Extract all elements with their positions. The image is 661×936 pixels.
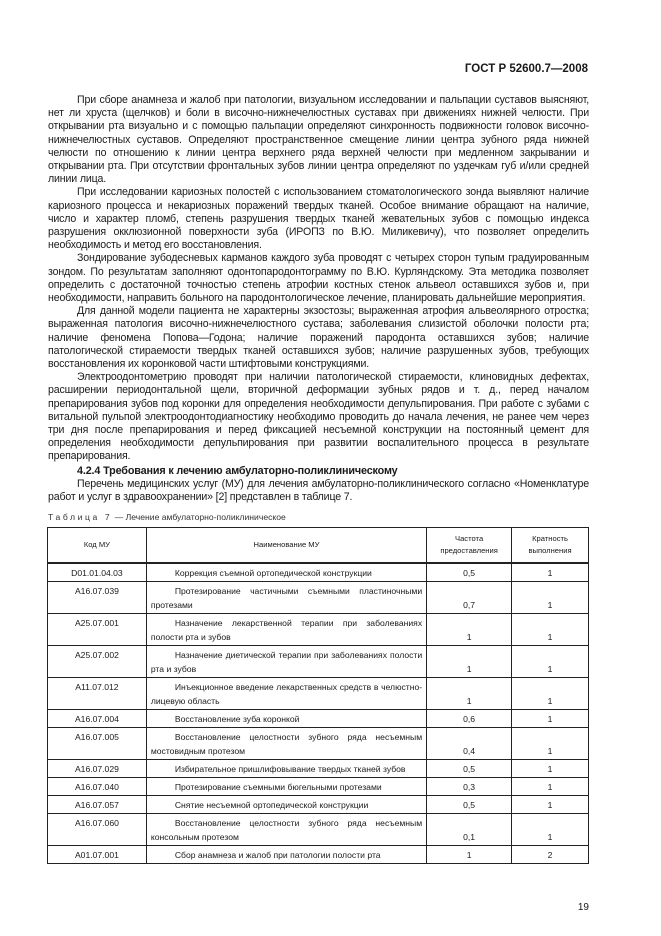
cell-name: Восстановление целостности зубного ряда несъемным мостовидным протезом bbox=[146, 728, 426, 760]
cell-multiplicity: 1 bbox=[512, 778, 589, 796]
column-header-name: Наименование МУ bbox=[146, 528, 426, 564]
paragraph: Для данной модели пациента не характерны экзостозы; выраженная атрофия альвеолярного отростка; выраженная патология височно-нижнечелюстного сустава; заболевания слизистой оболочки полости рта; наличие феномена Попова—Годона; наличие поражений пародонта оставшихся зубов; наличие патологической стираемости твердых тканей оставшихся зубов; наличие разрушенных зубов, требующих восстановления их коронковой части штифтовыми конструкциями. bbox=[48, 305, 589, 371]
cell-name: Сбор анамнеза и жалоб при патологии полости рта bbox=[146, 846, 426, 864]
cell-code: A25.07.001 bbox=[48, 614, 147, 646]
section-heading: 4.2.4 Требования к лечению амбулаторно-поликлиническому bbox=[77, 464, 398, 477]
column-header-code: Код МУ bbox=[48, 528, 147, 564]
table-row bbox=[48, 846, 589, 864]
cell-code: A25.07.002 bbox=[48, 646, 147, 678]
cell-frequency: 0,3 bbox=[427, 778, 512, 796]
cell-name: Снятие несъемной ортопедической конструкции bbox=[146, 796, 426, 814]
cell-code: A11.07.012 bbox=[48, 678, 147, 710]
cell-frequency: 1 bbox=[427, 646, 512, 678]
paragraph: Электроодонтометрию проводят при наличии патологической стираемости, клиновидных дефектах, расширении периодонтальной щели, вторичной деформации зубных рядов и т. д., перед началом препарирования зубов под коронки для определения необходимости депульпирования. При работе с зубами с витальной пульпой электроодонтодиагностику необходимо проводить до начала лечения, не ранее чем через три дня после препарирования и перед фиксацией несъемной конструкции на постоянный цемент для определения необходимости депульпирования при развитии воспалительного процесса в результате препарирования. bbox=[48, 371, 589, 463]
cell-code: D01.01.04.03 bbox=[48, 563, 147, 582]
table-row bbox=[48, 563, 589, 582]
cell-frequency: 0,5 bbox=[427, 796, 512, 814]
cell-multiplicity: 1 bbox=[512, 760, 589, 778]
table-row bbox=[48, 614, 589, 646]
cell-frequency: 0,6 bbox=[427, 710, 512, 728]
cell-code: A16.07.004 bbox=[48, 710, 147, 728]
cell-multiplicity: 1 bbox=[512, 614, 589, 646]
cell-code: A16.07.029 bbox=[48, 760, 147, 778]
cell-code: A16.07.057 bbox=[48, 796, 147, 814]
table-caption bbox=[48, 512, 589, 523]
cell-name: Коррекция съемной ортопедической конструкции bbox=[146, 563, 426, 582]
cell-name: Протезирование частичными съемными пластиночными протезами bbox=[146, 582, 426, 614]
cell-frequency: 0,4 bbox=[427, 728, 512, 760]
table-row bbox=[48, 728, 589, 760]
cell-multiplicity: 1 bbox=[512, 646, 589, 678]
cell-code: A16.07.060 bbox=[48, 814, 147, 846]
cell-name: Восстановление зуба коронкой bbox=[146, 710, 426, 728]
column-header-multiplicity: Кратность выполнения bbox=[512, 528, 589, 564]
paragraph: При исследовании кариозных полостей с использованием стоматологического зонда выявляют наличие кариозного процесса и некариозных поражений твердых тканей. Особое внимание обращают на наличие, число и характер пломб, степень разрушения твердых тканей жевательных зубов с помощью индекса разрушения окклюзионной поверхности зуба (ИРОПЗ по В.Ю. Миликевичу), что позволяет определить необходимость и метод его восстановления. bbox=[48, 186, 589, 252]
table-row bbox=[48, 760, 589, 778]
services-table bbox=[47, 527, 589, 864]
table-caption-title: — Лечение амбулаторно-поликлиническое bbox=[112, 512, 286, 523]
cell-frequency: 1 bbox=[427, 678, 512, 710]
cell-multiplicity: 1 bbox=[512, 796, 589, 814]
table-row bbox=[48, 778, 589, 796]
cell-frequency: 1 bbox=[427, 614, 512, 646]
cell-frequency: 0,1 bbox=[427, 814, 512, 846]
cell-name: Восстановление целостности зубного ряда несъемным консольным протезом bbox=[146, 814, 426, 846]
table-row bbox=[48, 678, 589, 710]
cell-multiplicity: 1 bbox=[512, 814, 589, 846]
table-row bbox=[48, 796, 589, 814]
paragraph: Зондирование зубодесневых карманов каждого зуба проводят с четырех сторон тупым градуированным зондом. По результатам заполняют одонтопародонтограмму по В.Ю. Курляндскому. Эта методика позволяет определить с достаточной точностью степень атрофии костных стенок альвеол оставшихся зубов и, при необходимости, направить больного на пародонтологическое лечение, планировать дальнейшие мероприятия. bbox=[48, 252, 589, 305]
cell-name: Назначение лекарственной терапии при заболеваниях полости рта и зубов bbox=[146, 614, 426, 646]
cell-frequency: 0,5 bbox=[427, 563, 512, 582]
paragraph: При сборе анамнеза и жалоб при патологии, визуальном исследовании и пальпации суставов выясняют, нет ли хруста (щелчков) и боли в височно-нижнечелюстных суставах при движениях нижней челюсти. При открывании рта визуально и с помощью пальпации определяют синхронность подвижности головок височно-нижнечелюстных суставов. Определяют пространственное смещение линии центра зубного ряда нижней челюсти по отношению к линии центра верхнего ряда верхней челюсти при медленном закрывании и открывании рта. При отсутствии фронтальных зубов линии центра определяют по уздечкам губ и/или средней линии лица. bbox=[48, 94, 589, 186]
table-caption-label: Таблица 7 bbox=[48, 512, 113, 523]
cell-multiplicity: 1 bbox=[512, 728, 589, 760]
table-row bbox=[48, 646, 589, 678]
cell-multiplicity: 1 bbox=[512, 710, 589, 728]
page-number: 19 bbox=[577, 902, 589, 914]
column-header-frequency: Частота предоставления bbox=[427, 528, 512, 564]
table-row bbox=[48, 710, 589, 728]
cell-frequency: 1 bbox=[427, 846, 512, 864]
cell-name: Назначение диетической терапии при заболеваниях полости рта и зубов bbox=[146, 646, 426, 678]
cell-frequency: 0,5 bbox=[427, 760, 512, 778]
page-content bbox=[47, 94, 589, 914]
cell-code: A16.07.040 bbox=[48, 778, 147, 796]
paragraph: Перечень медицинских услуг (МУ) для лечения амбулаторно-поликлинического согласно «Номенклатуре работ и услуг в здравоохранении» [2] представлен в таблице 7. bbox=[48, 477, 589, 503]
cell-multiplicity: 1 bbox=[512, 563, 589, 582]
cell-name: Протезирование съемными бюгельными протезами bbox=[146, 778, 426, 796]
cell-name: Инъекционное введение лекарственных средств в челюстно-лицевую область bbox=[146, 678, 426, 710]
cell-code: A16.07.039 bbox=[48, 582, 147, 614]
table-row bbox=[48, 814, 589, 846]
table-row bbox=[48, 582, 589, 614]
cell-multiplicity: 1 bbox=[512, 678, 589, 710]
cell-name: Избирательное пришлифовывание твердых тканей зубов bbox=[146, 760, 426, 778]
document-body bbox=[48, 94, 589, 504]
cell-frequency: 0,7 bbox=[427, 582, 512, 614]
cell-code: A16.07.005 bbox=[48, 728, 147, 760]
table-header-row bbox=[48, 528, 589, 564]
cell-multiplicity: 2 bbox=[512, 846, 589, 864]
cell-code: A01.07.001 bbox=[48, 846, 147, 864]
document-standard-header: ГОСТ Р 52600.7—2008 bbox=[464, 63, 588, 75]
cell-multiplicity: 1 bbox=[512, 582, 589, 614]
